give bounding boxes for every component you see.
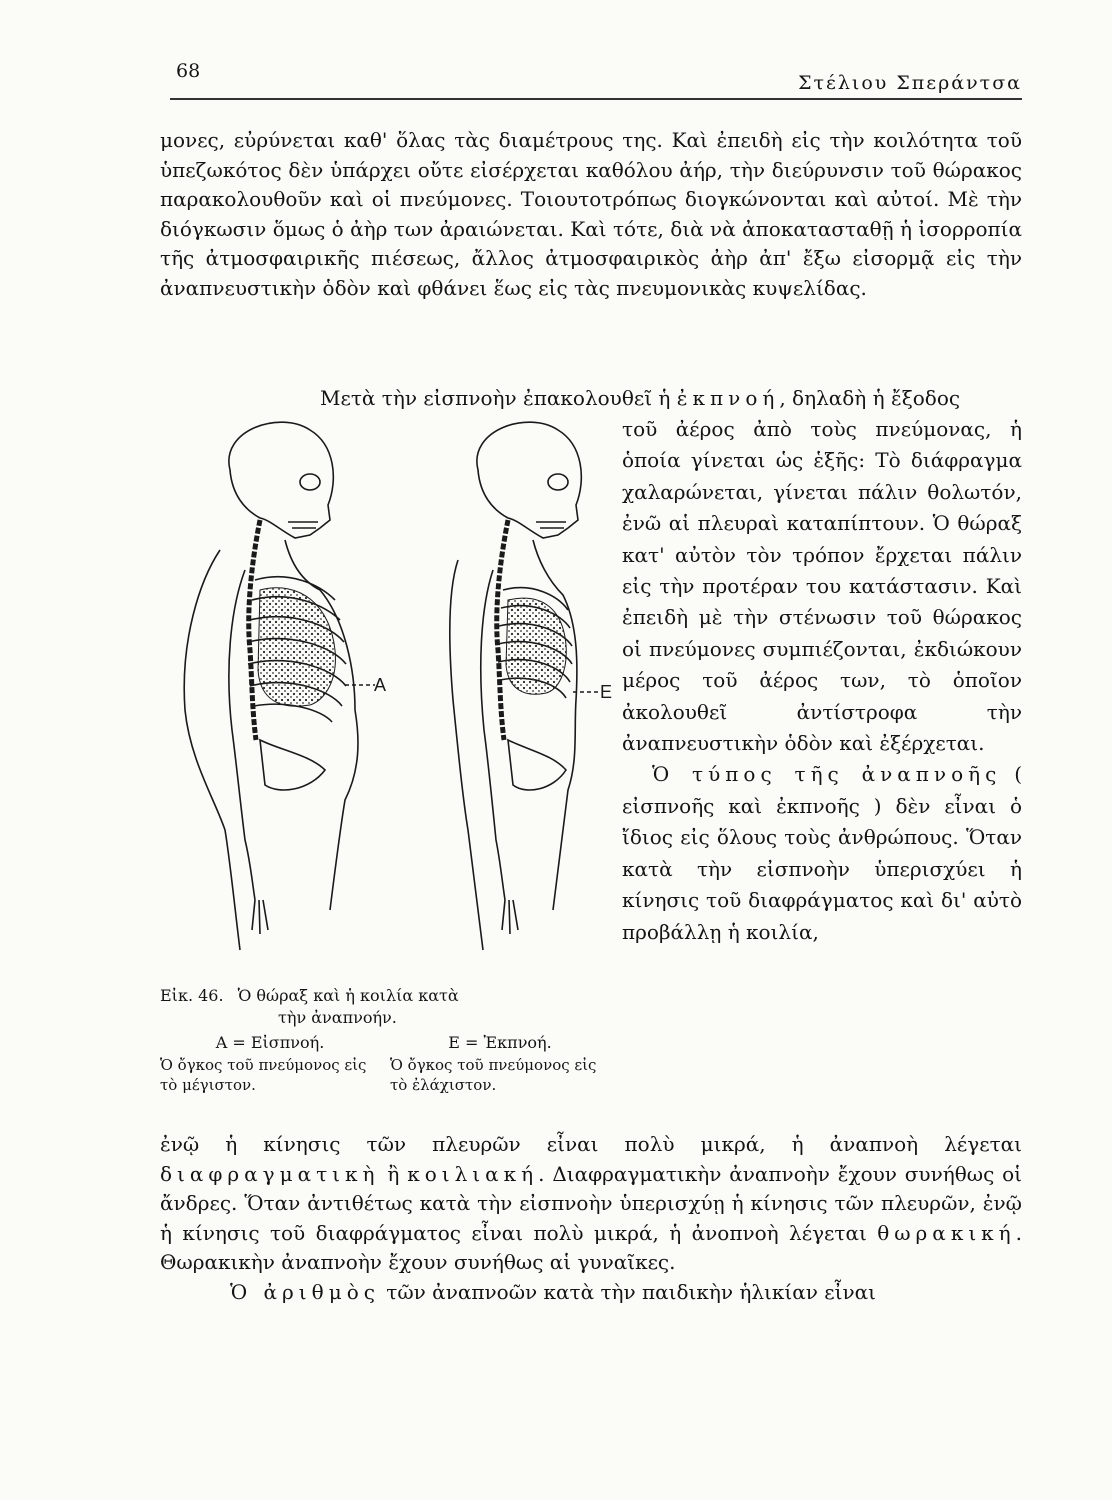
caption-title bbox=[160, 985, 610, 1029]
figure-number: Εἰκ. 46. bbox=[160, 986, 224, 1005]
breathing-types-text: ( εἰσπνοῆς καὶ ἐκπνοῆς ) δὲν εἶναι ὁ ἴδιος εἰς ὅλους τοὺς ἀνθρώπους. Ὅταν κατὰ τὴν εἰσπνοὴν ὑπερισχύει ἡ κίνησις τοῦ διαφράγματος καὶ δι' αὐτὸ προβάλλῃ ἡ κοιλία, bbox=[622, 762, 1022, 944]
figure-label-e: E bbox=[600, 682, 613, 702]
figure-46-illustration bbox=[160, 410, 613, 970]
exhalation-after: , δηλαδὴ ἡ ἔξοδος bbox=[779, 386, 961, 410]
caption-inhalation bbox=[160, 1033, 380, 1095]
exhalation-text: τοῦ ἀέρος ἀπὸ τοὺς πνεύμονας, ἡ ὁποία γίνεται ὡς ἑξῆς: Τὸ διάφραγμα χαλαρώνεται, γίνεται πάλιν θολωτόν, ἐνῶ αἱ πλευραὶ καταπίπτουν. Ὁ θώραξ κατ' αὐτὸν τὸν τρόπον ἔρχεται πάλιν εἰς τὴν προτέραν του κατάστασιν. Καὶ ἐπειδὴ μὲ τὴν στένωσιν τοῦ θώρακος οἱ πνεύμονες συμπιέζονται, ἐκδιώκουν μέρος τοῦ ἀέρος των, τὸ ὁποῖον ἀκολουθεῖ ἀντίστροφα τὴν ἀναπνευστικὴν ὁδὸν καὶ ἐξέρχεται. bbox=[622, 417, 1022, 756]
paragraph-breathing-types bbox=[160, 1130, 1022, 1307]
exhalation-before: Μετὰ τὴν εἰσπνοὴν ἐπακολουθεῖ ἡ bbox=[320, 386, 671, 410]
caption-line-2: τὴν ἀναπνοήν. bbox=[278, 1008, 397, 1027]
caption-exhalation bbox=[390, 1033, 610, 1095]
paragraph-3-text: τῶν ἀναπνοῶν κατὰ τὴν παιδικὴν ἡλικίαν εἶναι bbox=[386, 1279, 876, 1304]
paragraph-1-text: μονες, εὐρύνεται καθ' ὅλας τὰς διαμέτρους της. Καὶ ἐπειδὴ εἰς τὴν κοιλότητα τοῦ ὑπεζωκότος δὲν ὑπάρχει οὔτε εἰσέρχεται καθόλου ἀήρ, τὴν διεύρυνσιν τοῦ θώρακος παρακολουθοῦν καὶ οἱ πνεύμονες. Τοιουτοτρόπως διογκώνονται καὶ αὐτοί. Μὲ τὴν διόγκωσιν ὅμως ὁ ἀὴρ των ἀραιώνεται. Καὶ τότε, διὰ νὰ ἀποκατασταθῇ ἡ ἰσορροπία τῆς ἀτμοσφαιρικῆς πιέσεως, ἄλλος ἀτμοσφαιρικὸς ἀὴρ ἀπ' ἔξω εἰσορμᾷ εἰς τὴν ἀναπνευστικὴν ὁδὸν καὶ φθάνει ἕως εἰς τὰς πνευμονικὰς κυψελίδας. bbox=[160, 128, 1022, 300]
page-number: 68 bbox=[176, 60, 201, 82]
term-diaphragmatic: διαφραγματικὴ bbox=[160, 1161, 380, 1186]
caption-desc-a: Ὁ ὄγκος τοῦ πνεύμονος εἰς τὸ μέγιστον. bbox=[160, 1056, 367, 1094]
paragraph-3 bbox=[160, 1278, 1022, 1308]
header-rule bbox=[170, 98, 1022, 100]
figure-label-a: A bbox=[374, 675, 387, 695]
term-or: ἢ bbox=[387, 1161, 400, 1186]
running-title: Στέλιου Σπεράντσα bbox=[798, 72, 1022, 94]
breathing-types-term: Ὁ τύπος τῆς ἀναπνοῆς bbox=[652, 762, 1002, 787]
paragraph-2-part-2: . Διαφραγματικὴν ἀναπνοὴν ἔχουν συνήθως οἱ ἄνδρες. Ὅταν ἀντιθέτως κατὰ τὴν εἰσπνοὴν ὑπερισχύῃ ἡ κίνησις τῶν πλευρῶν, ἐνῷ ἡ κίνησις τοῦ διαφράγματος εἶναι πολὺ μικρά, ἡ ἀνοπνοὴ λέγεται bbox=[160, 1161, 1023, 1245]
exhalation-term: ἐκπνοή bbox=[676, 386, 780, 410]
paragraph-2-part-3: . Θωρακικὴν ἀναπνοὴν ἔχουν συνήθως αἱ γυναῖκες. bbox=[160, 1220, 1022, 1274]
term-number: Ὁ ἀριθμὸς bbox=[230, 1279, 380, 1304]
term-thoracic: θωρακική bbox=[877, 1220, 1016, 1245]
caption-key-e: Ε = Ἐκπνοή. bbox=[448, 1033, 552, 1052]
caption-desc-e: Ὁ ὄγκος τοῦ πνεύμονος εἰς τὸ ἐλάχιστον. bbox=[390, 1056, 597, 1094]
skeleton-inhalation-icon bbox=[184, 422, 375, 950]
figure-caption bbox=[160, 985, 610, 1095]
paragraph-2 bbox=[160, 1130, 1022, 1278]
caption-line-1: Ὁ θώραξ καὶ ἡ κοιλία κατὰ bbox=[237, 986, 459, 1005]
paragraph-2-part-1: ἐνῷ ἡ κίνησις τῶν πλευρῶν εἶναι πολὺ μικρά, ἡ ἀναπνοὴ λέγεται bbox=[160, 1132, 1022, 1156]
term-abdominal: κοιλιακή bbox=[407, 1161, 539, 1186]
paragraph-inhalation bbox=[160, 126, 1022, 303]
right-column bbox=[320, 383, 1022, 948]
skeleton-exhalation-icon bbox=[450, 422, 598, 950]
breathing-types-paragraph bbox=[622, 759, 1022, 947]
caption-key-a: Α = Εἰσπνοή. bbox=[215, 1033, 325, 1052]
